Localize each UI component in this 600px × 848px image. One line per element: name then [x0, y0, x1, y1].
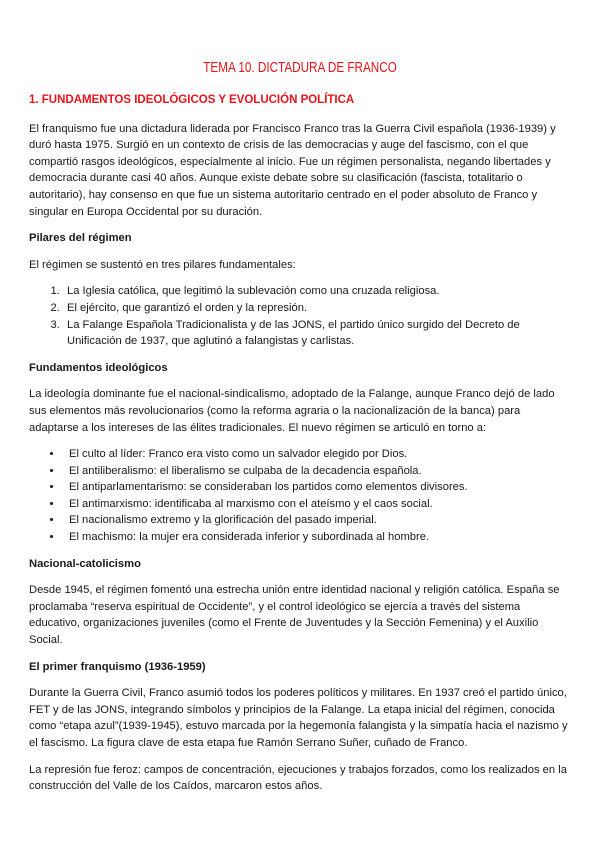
- document-title-wrap: [29, 58, 572, 78]
- list-item: • El culto al líder: Franco era visto como un salvador elegido por Dios.: [63, 446, 572, 463]
- fundamentos-list: [29, 446, 572, 546]
- nacional-heading: Nacional-catolicismo: [29, 557, 141, 570]
- represion-paragraph: La represión fue feroz: campos de concentración, ejecuciones y trabajos forzados, como los realizados en la construcción del Valle de los Caídos, marcaron estos años.: [29, 763, 567, 793]
- document-title: TEMA 10. DICTADURA DE FRANCO: [203, 59, 398, 76]
- pilares-intro: El régimen se sustentó en tres pilares fundamentales:: [29, 258, 296, 271]
- list-item: • El antimarxismo: identificaba al marxismo con el ateísmo y el caos social.: [63, 496, 572, 513]
- intro-paragraph: El franquismo fue una dictadura liderada por Francisco Franco tras la Guerra Civil española (1936-1939) y duró hasta 1975. Surgió en un contexto de crisis de las democracias y auge del fascismo, con el que compartió rasgos ideológicos, especialmente al inicio. Fue un régimen personalista, negando libertades y democracia durante casi 40 años. Aunque existe debate sobre su clasificación (fascista, totalitario o autoritario), hay consenso en que fue un sistema autoritario centrado en el poder absoluto de Franco y singular en Europa Occidental por su duración.: [29, 122, 556, 218]
- list-item: • El nacionalismo extremo y la glorificación del pasado imperial.: [63, 512, 572, 529]
- pilares-list: [29, 283, 572, 349]
- fundamentos-paragraph: La ideología dominante fue el nacional-sindicalismo, adoptado de la Falange, aunque Franco dejó de lado sus elementos más revolucionarios (como la reforma agraria o la nacionalización de la banca) para adaptarse a los intereses de las élites tradicionales. El nuevo régimen se articuló en torno a:: [29, 388, 555, 434]
- list-item: • El antiliberalismo: el liberalismo se culpaba de la decadencia española.: [63, 463, 572, 480]
- list-item: • El machismo: la mujer era considerada inferior y subordinada al hombre.: [63, 529, 572, 546]
- list-item: 2. El ejército, que garantizó el orden y la represión.: [63, 300, 572, 317]
- section-heading: 1. FUNDAMENTOS IDEOLÓGICOS Y EVOLUCIÓN POLÍTICA: [29, 94, 355, 106]
- primer-paragraph: Durante la Guerra Civil, Franco asumió todos los poderes políticos y militares. En 1937 creó el partido único, FET y de las JONS, integrando símbolos y principios de la Falange. La etapa inicial del régimen, conocida como “etapa azul”(1939-1945), estuvo marcada por la hegemonía falangista y la simpatía hacia el nazismo y el fascismo. La figura clave de esta etapa fue Ramón Serrano Suñer, cuñado de Franco.: [29, 687, 568, 749]
- nacional-paragraph: Desde 1945, el régimen fomentó una estrecha unión entre identidad nacional y religión católica. España se proclamaba “reserva espiritual de Occidente”, y el control ideológico se ejercía a través del sistema educativo, organizaciones juveniles (como el Frente de Juventudes y la Sección Femenina) y el Auxilio Social.: [29, 584, 560, 647]
- list-item: 3. La Falange Española Tradicionalista y de las JONS, el partido único surgido del Decreto de Unificación de 1937, que aglutinó a falangistas y carlistas.: [63, 317, 572, 350]
- pilares-heading: Pilares del régimen: [29, 232, 132, 245]
- fundamentos-heading: Fundamentos ideológicos: [29, 361, 168, 374]
- primer-heading: El primer franquismo (1936-1959): [29, 660, 206, 673]
- list-item: 1. La Iglesia católica, que legitimó la sublevación como una cruzada religiosa.: [63, 283, 572, 300]
- list-item: • El antiparlamentarismo: se consideraban los partidos como elementos divisores.: [63, 479, 572, 496]
